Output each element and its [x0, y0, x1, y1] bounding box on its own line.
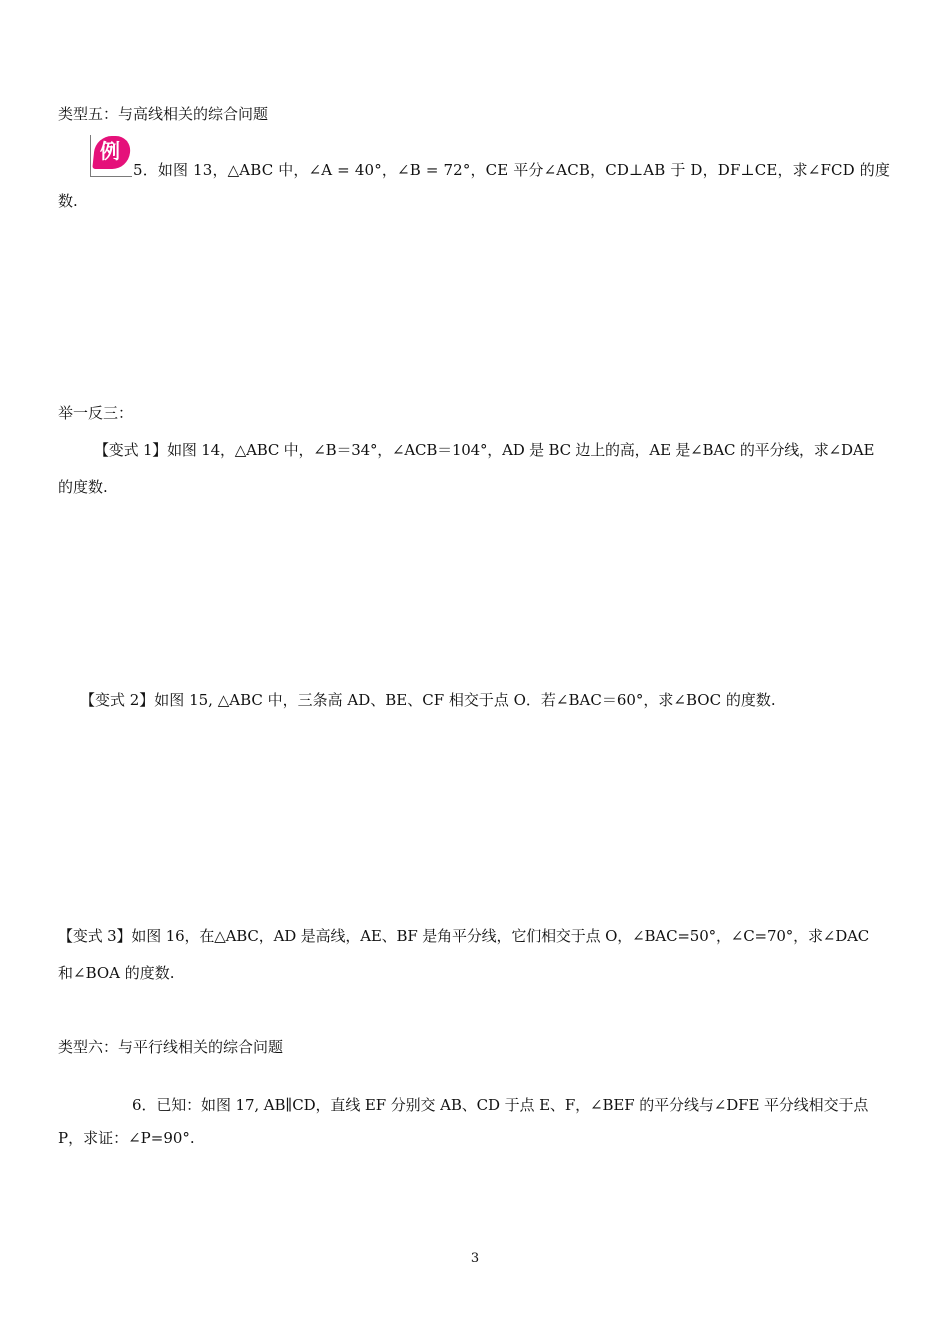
variant-1-text: 【变式 1】如图 14，△ABC 中，∠B＝34°，∠ACB＝104°，AD 是 BC 边上的高，AE 是∠BAC 的平分线，求∠DAE [94, 441, 875, 459]
variant-3-text-continued: 和∠BOA 的度数. [58, 964, 175, 982]
practice-heading: 举一反三： [58, 404, 134, 422]
variant-1-text-continued: 的度数. [58, 478, 108, 496]
problem-6-text-continued: P，求证：∠P=90°. [58, 1129, 195, 1147]
problem-6-text: 6．已知：如图 17, AB∥CD，直线 EF 分别交 AB、CD 于点 E、F，∠BEF 的平分线与∠DFE 平分线相交于点 [132, 1096, 869, 1114]
section-6-heading: 类型六：与平行线相关的综合问题 [58, 1038, 284, 1056]
page-number: 3 [470, 1251, 480, 1266]
section-5-heading: 类型五：与高线相关的综合问题 [58, 105, 269, 123]
problem-5-text-continued: 数. [58, 192, 78, 210]
example-badge-label: 例 [100, 139, 120, 163]
variant-2-text: 【变式 2】如图 15, △ABC 中，三条高 AD、BE、CF 相交于点 O．若∠BAC＝60°，求∠BOC 的度数. [80, 691, 776, 709]
example-badge [90, 135, 132, 177]
problem-5-text: 5．如图 13，△ABC 中，∠A = 40°，∠B = 72°，CE 平分∠ACB，CD⊥AB 于 D，DF⊥CE，求∠FCD 的度 [133, 161, 891, 179]
variant-3-text: 【变式 3】如图 16，在△ABC，AD 是高线，AE、BF 是角平分线，它们相交于点 O，∠BAC=50°，∠C=70°，求∠DAC [58, 927, 870, 945]
